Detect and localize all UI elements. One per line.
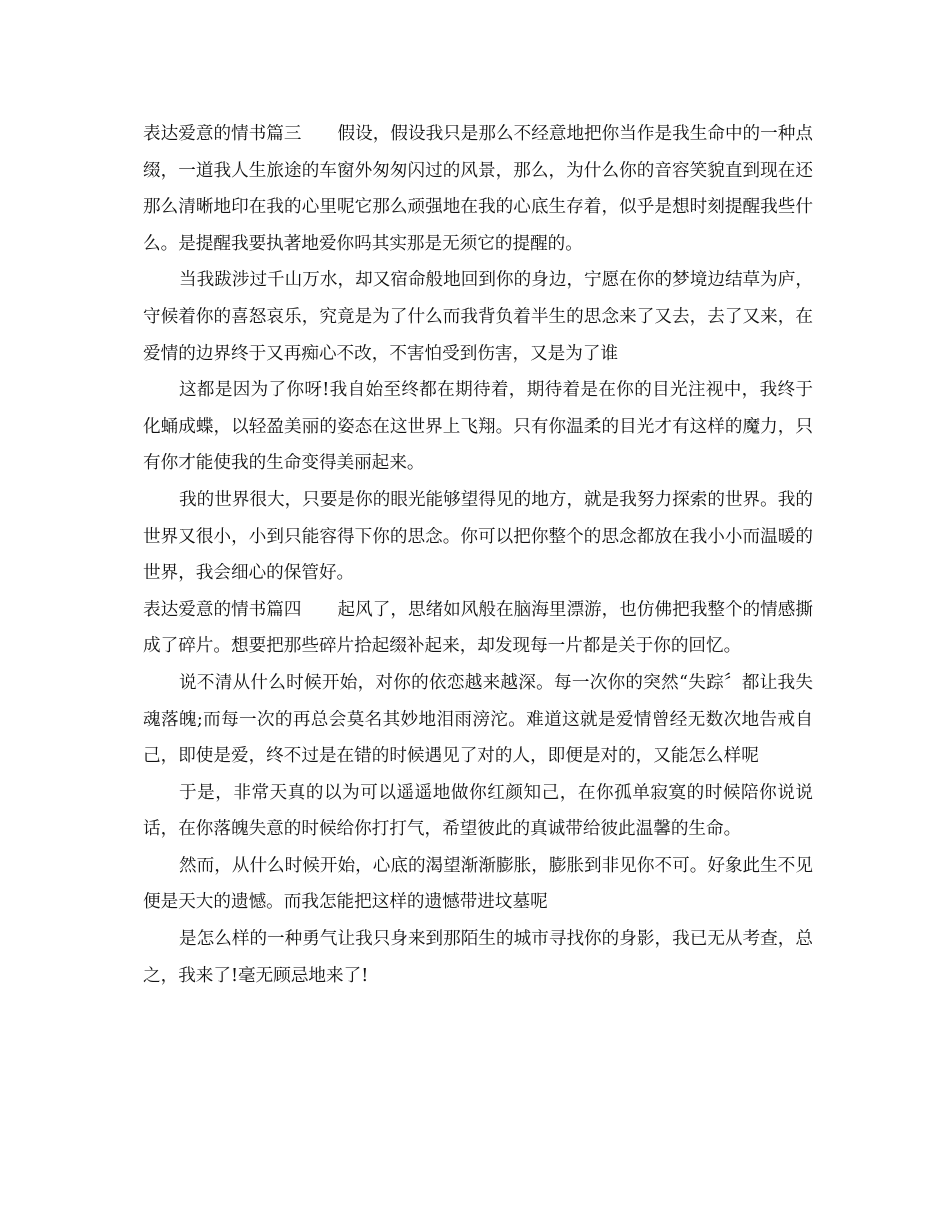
- paragraph-9: [143, 921, 813, 994]
- paragraph-2: [143, 262, 813, 372]
- section-heading-3: 表达爱意的情书篇三: [143, 124, 302, 144]
- paragraph-4: [143, 482, 813, 592]
- paragraph-8: [143, 848, 813, 921]
- paragraph-text: 于是，非常天真的以为可以遥遥地做你红颜知己，在你孤单寂寞的时候陪你说说话，在你落魄失意的时候给你打打气，希望彼此的真诚带给彼此温馨的生命。: [143, 782, 813, 840]
- paragraph-text: 然而，从什么时候开始，心底的渴望渐渐膨胀，膨胀到非见你不可。好象此生不见便是天大的遗憾。而我怎能把这样的遗憾带进坟墓呢: [143, 855, 813, 913]
- section-heading-4: 表达爱意的情书篇四: [143, 599, 302, 620]
- paragraph-text: 是怎么样的一种勇气让我只身来到那陌生的城市寻找你的身影，我已无从考查，总之，我来了!毫无顾忌地来了!: [143, 929, 813, 986]
- document-body: [143, 116, 813, 994]
- paragraph-5: [143, 592, 813, 665]
- paragraph-3: [143, 372, 813, 482]
- paragraph-7: [143, 775, 813, 848]
- paragraph-text: 起风了，思绪如风般在脑海里漂游，也仿佛把我整个的情感撕成了碎片。想要把那些碎片拾起缀补起来，却发现每一片都是关于你的回忆。: [143, 599, 813, 657]
- paragraph-text: 假设，假设我只是那么不经意地把你当作是我生命中的一种点缀，一道我人生旅途的车窗外匆匆闪过的风景，那么，为什么你的音容笑貌直到现在还那么清晰地印在我的心里呢它那么顽强地在我的心底生存着，似乎是想时刻提醒我些什么。是提醒我要执著地爱你吗其实那是无须它的提醒的。: [143, 124, 813, 254]
- paragraph-text: 这都是因为了你呀!我自始至终都在期待着，期待着是在你的目光注视中，我终于化蛹成蝶，以轻盈美丽的姿态在这世界上飞翔。只有你温柔的目光才有这样的魔力，只有你才能使我的生命变得美丽起来。: [143, 380, 813, 474]
- paragraph-text: 我的世界很大，只要是你的眼光能够望得见的地方，就是我努力探索的世界。我的世界又很小，小到只能容得下你的思念。你可以把你整个的思念都放在我小小而温暖的世界，我会细心的保管好。: [143, 489, 813, 584]
- paragraph-1: [143, 116, 813, 262]
- paragraph-text: 说不清从什么时候开始，对你的依恋越来越深。每一次你的突然“失踪〞都让我失魂落魄;而每一次的再总会莫名其妙地泪雨滂沱。难道这就是爱情曾经无数次地告戒自己，即使是爱，终不过是在错的时候遇见了对的人，即便是对的，又能怎么样呢: [143, 672, 813, 767]
- paragraph-6: [143, 665, 813, 775]
- paragraph-text: 当我跋涉过千山万水，却又宿命般地回到你的身边，宁愿在你的梦境边结草为庐，守候着你的喜怒哀乐，究竟是为了什么而我背负着半生的思念来了又去，去了又来，在爱情的边界终于又再痴心不改，不害怕受到伤害，又是为了谁: [143, 270, 813, 364]
